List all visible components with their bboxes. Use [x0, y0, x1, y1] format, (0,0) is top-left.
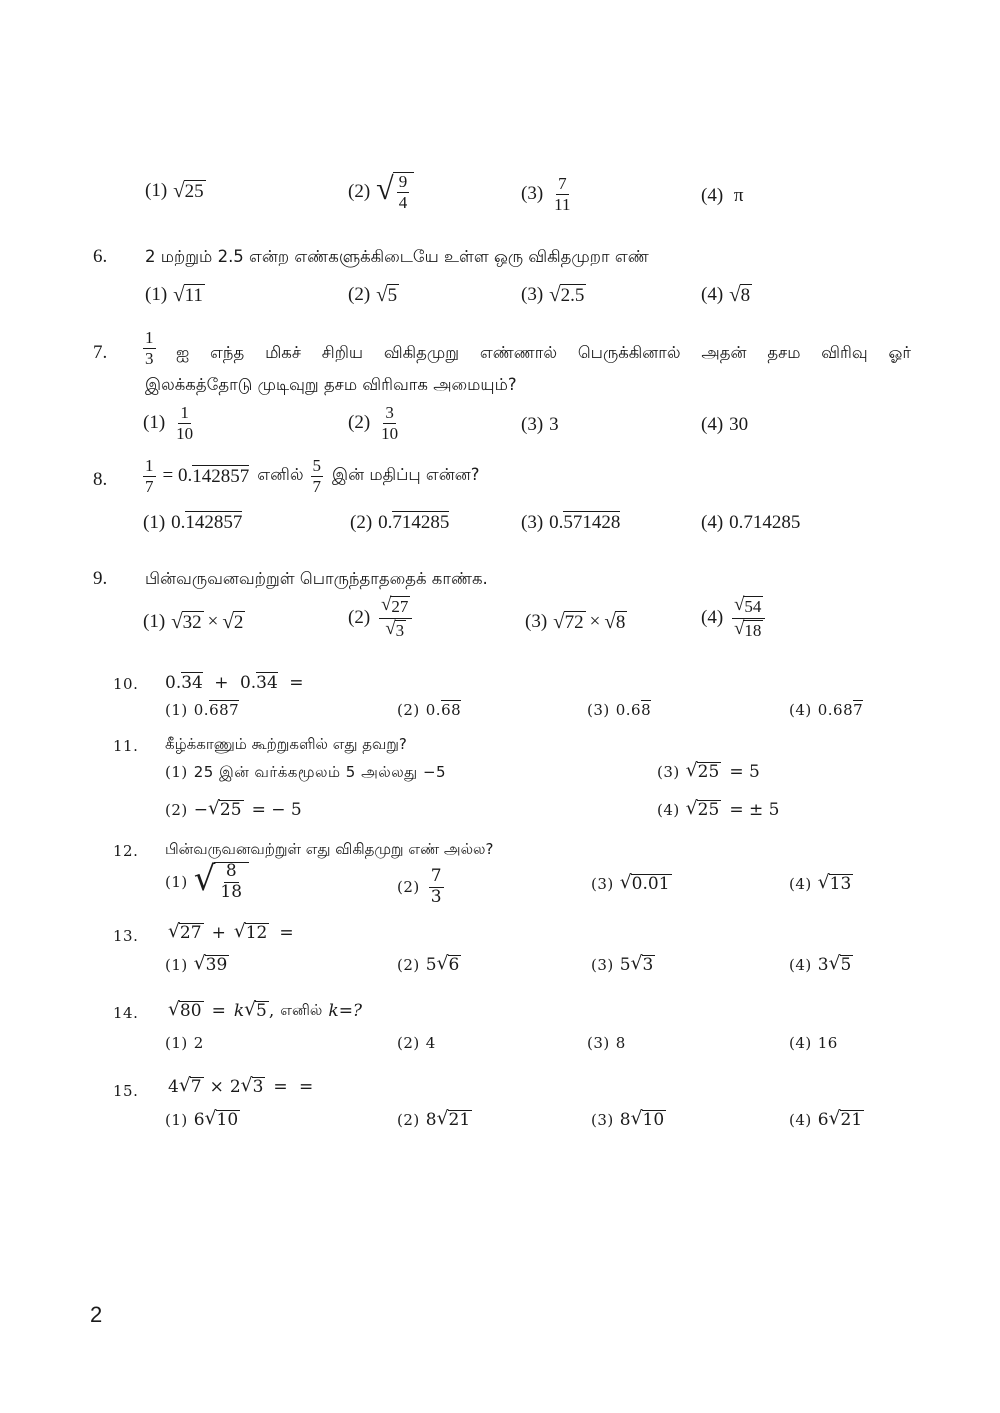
q8-number: 8. — [93, 469, 108, 490]
q11-option-1: (1) 25 இன் வர்க்கமூலம் 5 அல்லது −5 — [165, 763, 447, 781]
q9-question-text: பின்வருவனவற்றுள் பொருந்தாததைக் காண்க. — [145, 569, 488, 588]
q9-option-4: (4) √ 54 √ 18 — [701, 596, 768, 640]
q6-option-1: (1) √ 11 — [145, 282, 203, 306]
q8-option-1: (1) 0.142857 — [143, 512, 243, 533]
q12-question-text: பின்வருவனவற்றுள் எது விகிதமுறு எண் அல்ல? — [165, 840, 494, 858]
q8-option-3: (3) 0.571428 — [521, 512, 621, 533]
q5-option-2 — [348, 172, 414, 212]
q15-option-2: (2) 8 √ 21 — [397, 1108, 471, 1131]
q15-option-1: (1) 6 √ 10 — [165, 1108, 239, 1131]
q7-option-3: (3) 3 — [521, 414, 559, 435]
q15-question: 4 √ 7 × 2 √ 3 = = — [168, 1075, 314, 1098]
q14-option-2: (2) 4 — [397, 1034, 436, 1052]
q5-option-3 — [521, 175, 576, 214]
q9-option-1: (1) √ 32 × √ 2 — [143, 609, 244, 633]
q7-question-line-2: இலக்கத்தோடு முடிவுறு தசம விரிவாக அமையும்? — [145, 375, 517, 394]
q13-option-2: (2) 5 √ 6 — [397, 953, 460, 976]
q13-option-4: (4) 3 √ 5 — [789, 953, 852, 976]
q9-option-3: (3) √ 72 × √ 8 — [525, 609, 626, 633]
q12-number: 12. — [113, 842, 139, 860]
q15-option-4: (4) 6 √ 21 — [789, 1108, 863, 1131]
q7-option-2: (2) $\frac{3}{10}$ — [348, 403, 399, 443]
q8-option-2: (2) 0.714285 — [350, 512, 450, 533]
q12-option-1: (1) √ $\frac{8}{18}$ — [165, 862, 249, 902]
q10-option-4: (4) 0.687 — [789, 701, 864, 719]
sqrt-expression: √ 25 — [173, 178, 204, 202]
option-label: (3) — [521, 183, 544, 205]
q10-option-3: (3) 0.68 — [587, 701, 652, 719]
fraction: $\frac{7}{11}$ — [554, 174, 571, 214]
q12-option-3: (3) √ 0.01 — [591, 872, 670, 894]
q11-number: 11. — [113, 737, 139, 755]
pi-value: π — [733, 185, 744, 206]
q15-option-3: (3) 8 √ 10 — [591, 1108, 665, 1131]
q10-question: 0.34 + 0.34 = — [165, 673, 304, 693]
option-label: (4) — [701, 185, 724, 206]
page-number: 2 — [90, 1302, 103, 1327]
q7-option-1: (1) $\frac{1}{10}$ — [143, 403, 194, 443]
q7-option-4: (4) 30 — [701, 414, 749, 435]
q8-question: $\frac{1}{7}$ = 0. 142857 எனில் $\frac{5}{7}$ இன் மதிப்பு என்ன? — [145, 456, 480, 496]
q10-option-1: (1) 0.687 — [165, 701, 240, 719]
q15-number: 15. — [113, 1082, 139, 1100]
q13-option-3: (3) 5 √ 3 — [591, 953, 654, 976]
q11-option-3: (3) √ 25 = 5 — [657, 760, 760, 783]
q13-option-1: (1) √ 39 — [165, 953, 228, 975]
q10-number: 10. — [113, 675, 139, 693]
q13-number: 13. — [113, 927, 139, 945]
q14-number: 14. — [113, 1004, 139, 1022]
q10-option-2: (2) 0.68 — [397, 701, 462, 719]
q8-option-4: (4) 0.714285 — [701, 512, 801, 533]
q14-option-4: (4) 16 — [789, 1034, 838, 1052]
q12-option-2: (2) $\frac{7}{3}$ — [397, 866, 442, 907]
q9-option-2: (2) √ 27 √ 3 — [348, 596, 415, 640]
q7-fraction: $\frac{1}{3}$ — [145, 328, 154, 368]
q9-number: 9. — [93, 568, 108, 589]
q7-question-line-1: ஐ எந்த மிகச் சிறிய விகிதமுறு எண்ணால் பெருக்கினால் அதன் தசம விரிவு ஓர் — [176, 343, 911, 362]
q6-option-2: (2) √ 5 — [348, 282, 398, 306]
q14-option-3: (3) 8 — [587, 1034, 626, 1052]
q12-option-4: (4) √ 13 — [789, 872, 852, 894]
q14-option-1: (1) 2 — [165, 1034, 204, 1052]
option-label: (2) — [348, 180, 371, 202]
q11-option-4: (4) √ 25 = ± 5 — [657, 798, 780, 821]
q6-question-text: 2 மற்றும் 2.5 என்ற எண்களுக்கிடையே உள்ள ஒரு விகிதமுறா எண் — [145, 247, 649, 266]
q6-option-4: (4) √ 8 — [701, 282, 751, 306]
repeating-digits: 142857 — [192, 465, 250, 487]
q14-question: √ 80 = k √ 5 , எனில் k=? — [168, 999, 363, 1022]
q13-question: √ 27 + √ 12 = — [168, 921, 294, 944]
option-label: (1) — [145, 180, 168, 202]
q5-option-1 — [145, 180, 206, 203]
q6-number: 6. — [93, 246, 108, 267]
q5-option-4 — [701, 185, 744, 207]
sqrt-fraction: √ $\frac{9}{4}$ — [376, 172, 414, 212]
q7-number: 7. — [93, 342, 108, 363]
q11-option-2: (2) − √ 25 = − 5 — [165, 798, 302, 821]
q6-option-3: (3) √ 2.5 — [521, 282, 585, 306]
q11-question-text: கீழ்க்காணும் கூற்றுகளில் எது தவறு? — [165, 735, 407, 753]
